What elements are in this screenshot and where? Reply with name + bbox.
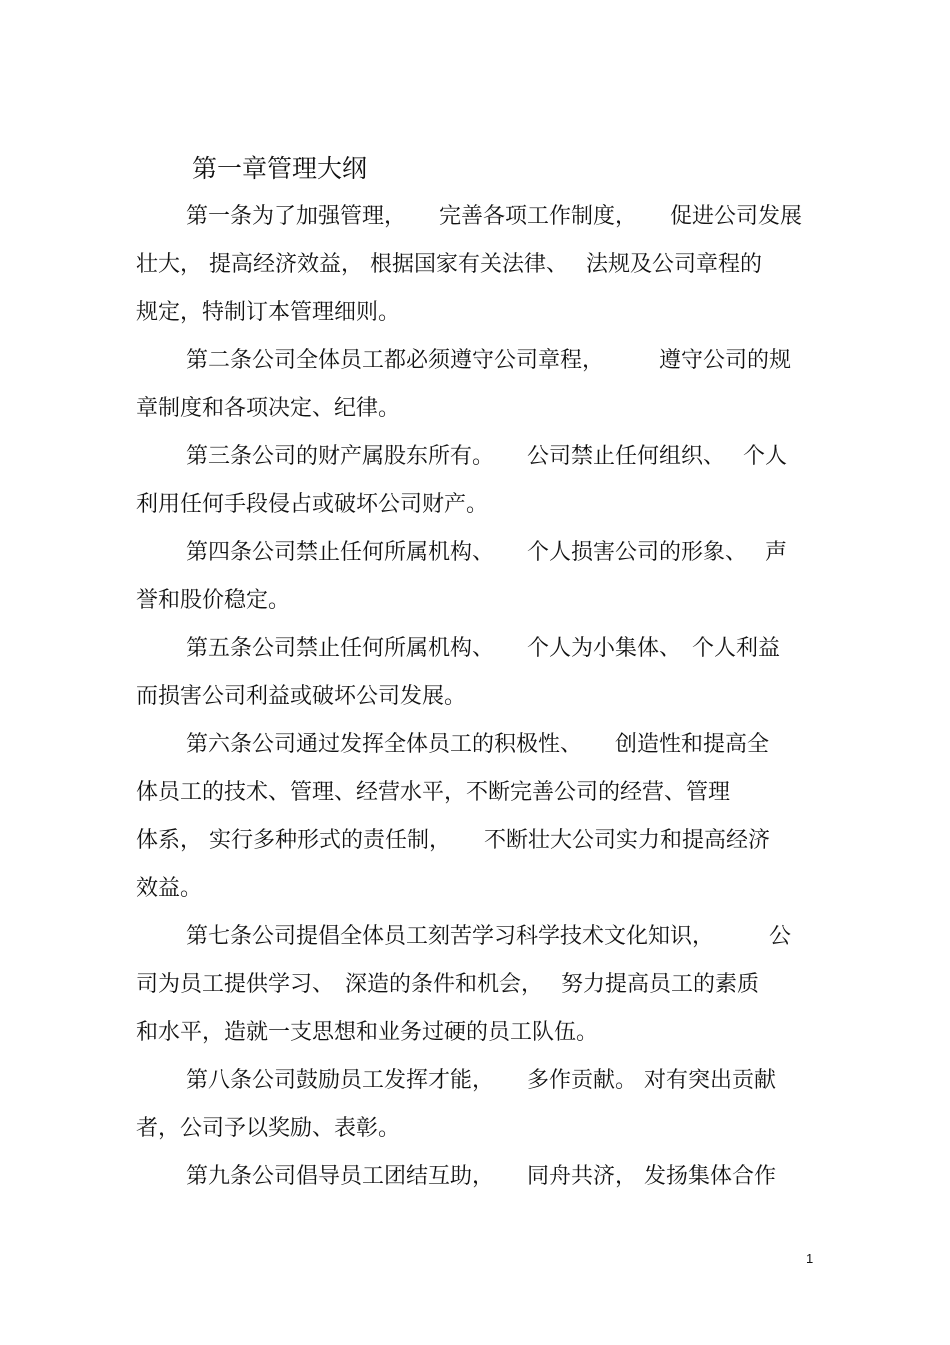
article-1-line-3: 规定，特制订本管理细则。 (136, 300, 401, 325)
article-6-line-4: 效益。 (136, 876, 203, 901)
article-7-line-3: 和水平，造就一支思想和业务过硬的员工队伍。 (136, 1020, 599, 1045)
article-2-line-1: 第二条公司全体员工都必须遵守公司章程， 遵守公司的规 (186, 348, 792, 373)
article-2-line-2: 章制度和各项决定、纪律。 (136, 396, 401, 421)
article-5-line-1: 第五条公司禁止任何所属机构、 个人为小集体、 个人利益 (186, 636, 781, 661)
article-8-line-2: 者，公司予以奖励、表彰。 (136, 1116, 401, 1141)
article-7-line-1: 第七条公司提倡全体员工刻苦学习科学技术文化知识， 公 (186, 924, 792, 949)
article-9-line-1: 第九条公司倡导员工团结互助， 同舟共济， 发扬集体合作 (186, 1164, 776, 1189)
article-3-line-2: 利用任何手段侵占或破坏公司财产。 (136, 492, 489, 517)
article-8-line-1: 第八条公司鼓励员工发挥才能， 多作贡献。 对有突出贡献 (186, 1068, 776, 1093)
article-1-line-1: 第一条为了加强管理， 完善各项工作制度， 促进公司发展 (186, 204, 803, 229)
article-3-line-1: 第三条公司的财产属股东所有。 公司禁止任何组织、 个人 (186, 444, 787, 469)
page-number: 1 (806, 1251, 814, 1266)
article-5-line-2: 而损害公司利益或破坏公司发展。 (136, 684, 467, 709)
article-6-line-3: 体系， 实行多种形式的责任制， 不断壮大公司实力和提高经济 (136, 828, 770, 853)
article-6-line-1: 第六条公司通过发挥全体员工的积极性、 创造性和提高全 (186, 732, 770, 757)
article-4-line-1: 第四条公司禁止任何所属机构、 个人损害公司的形象、 声 (186, 540, 787, 565)
chapter-title: 第一章管理大纲 (192, 154, 368, 183)
article-1-line-2: 壮大， 提高经济效益， 根据国家有关法律、 法规及公司章程的 (136, 252, 762, 277)
article-6-line-2: 体员工的技术、管理、经营水平，不断完善公司的经营、管理 (136, 780, 731, 805)
article-4-line-2: 誉和股价稳定。 (136, 588, 291, 613)
article-7-line-2: 司为员工提供学习、 深造的条件和机会， 努力提高员工的素质 (136, 972, 759, 997)
